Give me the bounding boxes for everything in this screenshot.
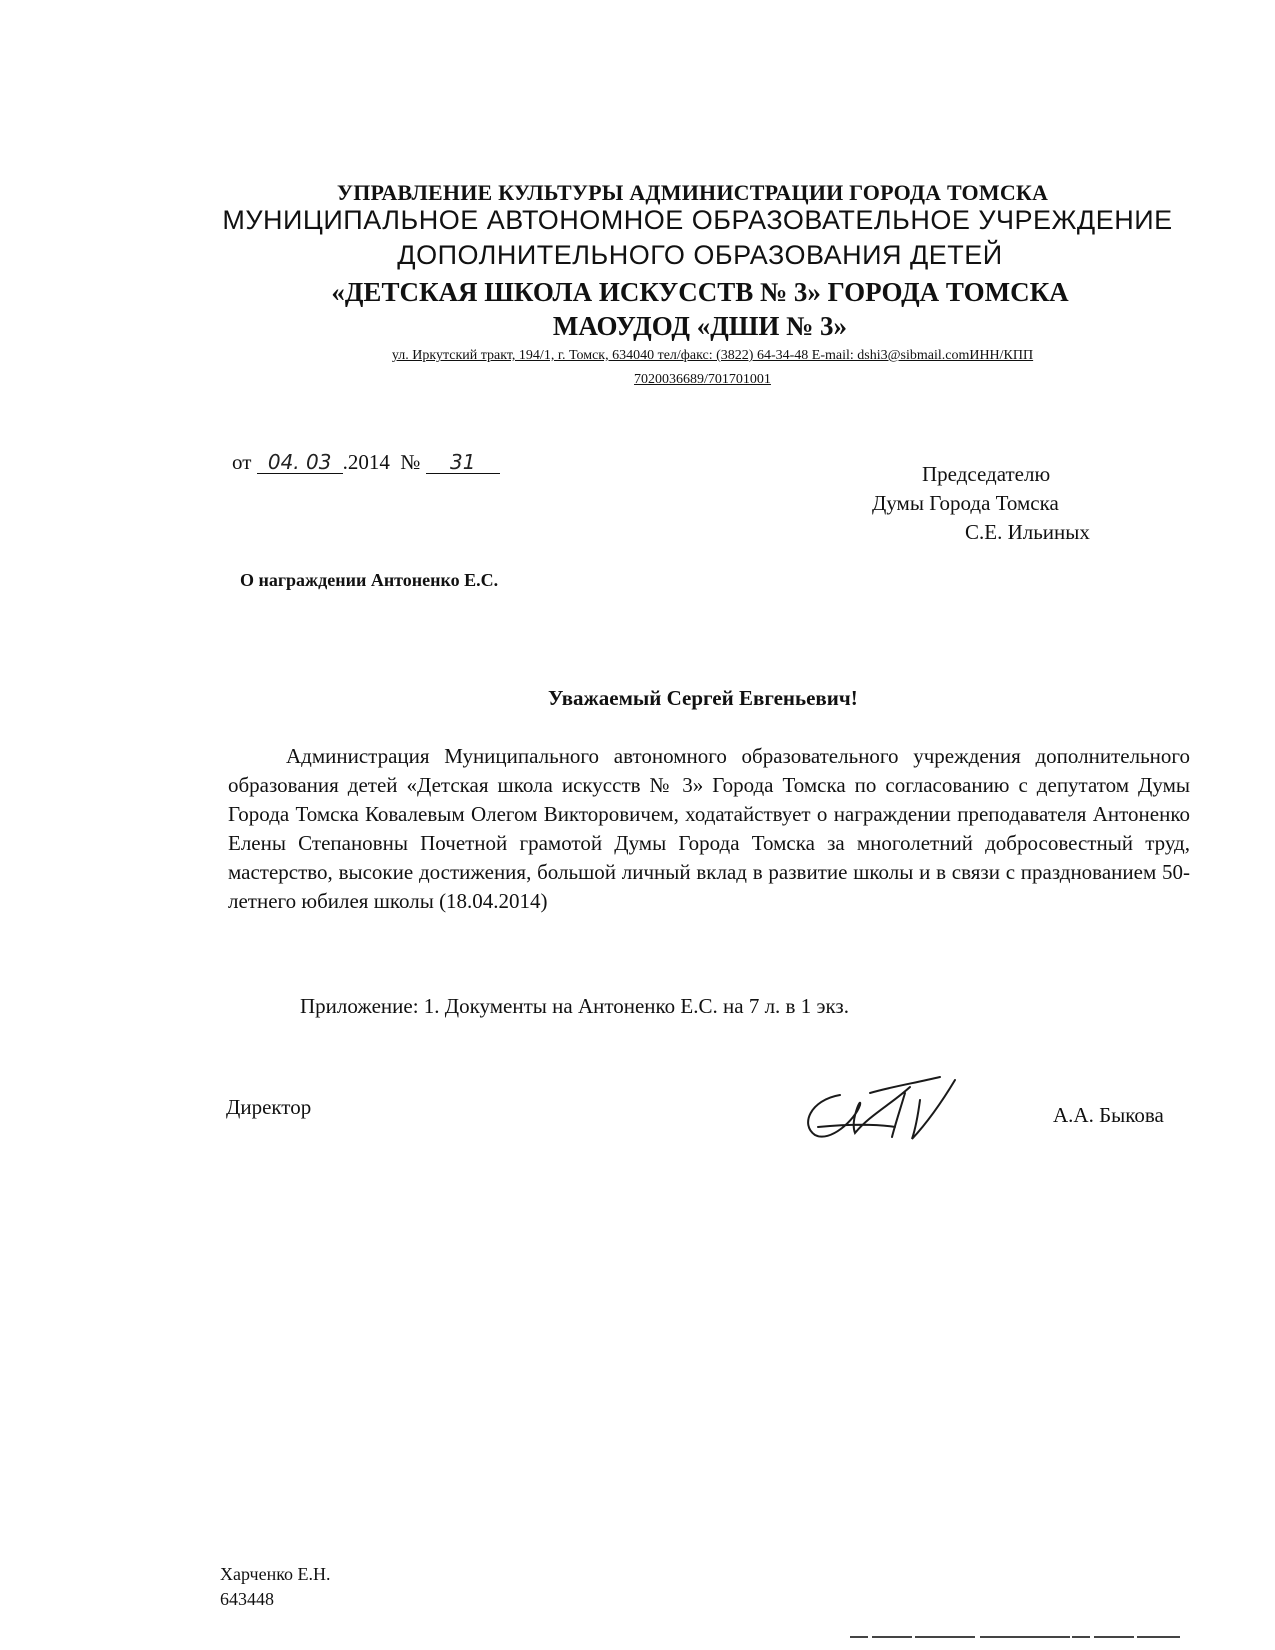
executor-name: Харченко Е.Н. bbox=[220, 1564, 331, 1584]
reference-number-label: № bbox=[400, 450, 421, 474]
signatory-position: Директор bbox=[226, 1095, 312, 1119]
letter-attachment: Приложение: 1. Документы на Антоненко Е.С. на 7 л. в 1 экз. bbox=[300, 994, 849, 1018]
header-school-abbrev: МАОУДОД «ДШИ № 3» bbox=[552, 311, 848, 341]
header-institution-type: МУНИЦИПАЛЬНОЕ АВТОНОМНОЕ ОБРАЗОВАТЕЛЬНОЕ УЧРЕЖДЕНИЕ bbox=[222, 205, 1173, 235]
reference-number-handwritten: 31 bbox=[426, 451, 500, 474]
header-school-name: «ДЕТСКАЯ ШКОЛА ИСКУССТВ № 3» ГОРОДА ТОМСКА bbox=[331, 277, 1069, 307]
letter-body-text: Администрация Муниципального автономного образовательного учреждения дополнительного образования детей «Детская школа искусств № 3» Города Томска по согласованию с депутатом Думы Города Томска Ковалевым Олегом Викторовичем, ходатайствует о награждении преподавателя Антоненко Елены Степановны Почетной грамотой Думы Города Томска за многолетний добросовестный труд, мастерство, высокие достижения, большой личный вклад в развитие школы и в связи с празднованием 50-летнего юбилея школы (18.04.2014) bbox=[228, 744, 1190, 913]
header-department: УПРАВЛЕНИЕ КУЛЬТУРЫ АДМИНИСТРАЦИИ ГОРОДА ТОМСКА bbox=[336, 180, 1049, 205]
executor-block bbox=[220, 1562, 331, 1612]
reference-year: .2014 bbox=[342, 450, 390, 474]
recipient-title: Председателю bbox=[922, 462, 1051, 486]
recipient-name: С.Е. Ильиных bbox=[965, 520, 1090, 544]
handwritten-signature bbox=[800, 1065, 970, 1145]
recipient-block bbox=[860, 460, 1090, 547]
scan-artifact-line bbox=[850, 1635, 1180, 1639]
recipient-organization: Думы Города Томска bbox=[872, 491, 1059, 515]
header-address: ул. Иркутский тракт, 194/1, г. Томск, 634040 тел/факс: (3822) 64-34-48 E-mail: dshi3@sibmail.comИНН/КПП bbox=[391, 348, 1034, 363]
executor-phone: 643448 bbox=[220, 1589, 274, 1609]
letter-body bbox=[228, 742, 1190, 916]
header-inn-kpp: 7020036689/701701001 bbox=[634, 372, 771, 387]
reference-prefix: от bbox=[232, 450, 252, 474]
letter-greeting: Уважаемый Сергей Евгеньевич! bbox=[548, 686, 858, 710]
header-institution-type-cont: ДОПОЛНИТЕЛЬНОГО ОБРАЗОВАНИЯ ДЕТЕЙ bbox=[397, 240, 1003, 270]
letter-subject: О награждении Антоненко Е.С. bbox=[240, 570, 499, 590]
signatory-name: А.А. Быкова bbox=[1053, 1103, 1164, 1127]
reference-date-handwritten: 04. 03 bbox=[257, 451, 343, 474]
reference-line bbox=[232, 450, 500, 475]
